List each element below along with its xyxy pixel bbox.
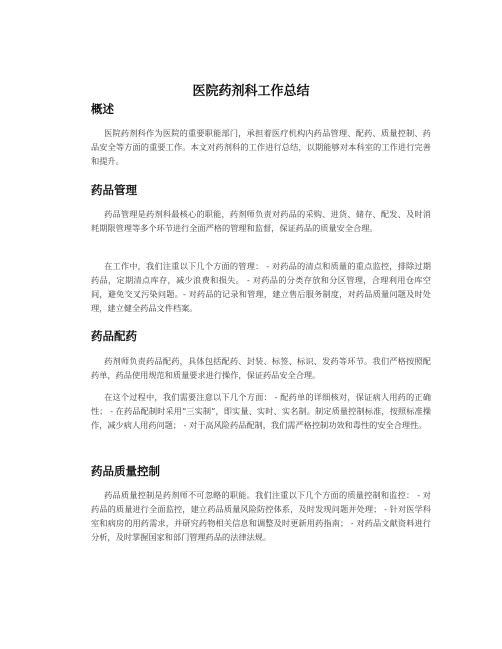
- paragraph-dispensing-1: 药剂师负责药品配药，具体包括配药、封装、标签、标识、发药等环节。我们严格按照配药单，药品使用规范和质量要求进行操作，保证药品安全合理。: [91, 356, 431, 381]
- section-heading-overview: 概述: [91, 102, 114, 116]
- document-title: 医院药剂科工作总结: [192, 84, 310, 99]
- section-heading-drug-management: 药品管理: [91, 183, 137, 197]
- section-heading-dispensing: 药品配药: [91, 329, 137, 343]
- paragraph-drug-management-1: 药品管理是药剂科最核心的职能，药剂师负责对药品的采购、进货、储存、配发、及时消耗期限管理等多个环节进行全面严格的管理和监督，保证药品的质量安全合理。: [91, 209, 431, 234]
- paragraph-quality-control: 药品质量控制是药剂师不可忽略的职能。我们注重以下几个方面的质量控制和监控： - 对药品的质量进行全面监控，建立药品质量风险防控体系，及时发现问题并处理； - 针对医学科室和病房的用药需求，并研究药物相关信息和调整及时更新用药指南； - 对药品文献资料进行分析，及时掌握国家和部门管理药品的法律法规。: [91, 490, 431, 543]
- paragraph-dispensing-2: 在这个过程中，我们需要注意以下几个方面： - 配药单的详细核对，保证病人用药的正确性； - 在药品配制时采用“三实制”，即实量、实时、实名制。制定质量控制标准，按照标准操作，减少病人用药问题； - 对于高风险药品配制，我们需严格控制功效和毒性的安全合理性。: [91, 392, 431, 431]
- section-heading-quality-control: 药品质量控制: [91, 464, 160, 478]
- paragraph-overview: 医院药剂科作为医院的重要职能部门，承担着医疗机构内药品管理、配药、质量控制、药品安全等方面的重要工作。本文对药剂科的工作进行总结，以期能够对本科室的工作进行完善和提升。: [91, 128, 431, 167]
- paragraph-drug-management-2: 在工作中，我们注重以下几个方面的管理： - 对药品的清点和质量的重点监控，排除过期药品，定期清点库存，减少浪费和损失。 - 对药品的分类存放和分区管理，合理利用仓库空间，避免交叉污染问题。- 对药品的记录和管理，建立售后服务制度，对药品质量问题及时处理，建立健全药品文件档案。: [91, 261, 431, 314]
